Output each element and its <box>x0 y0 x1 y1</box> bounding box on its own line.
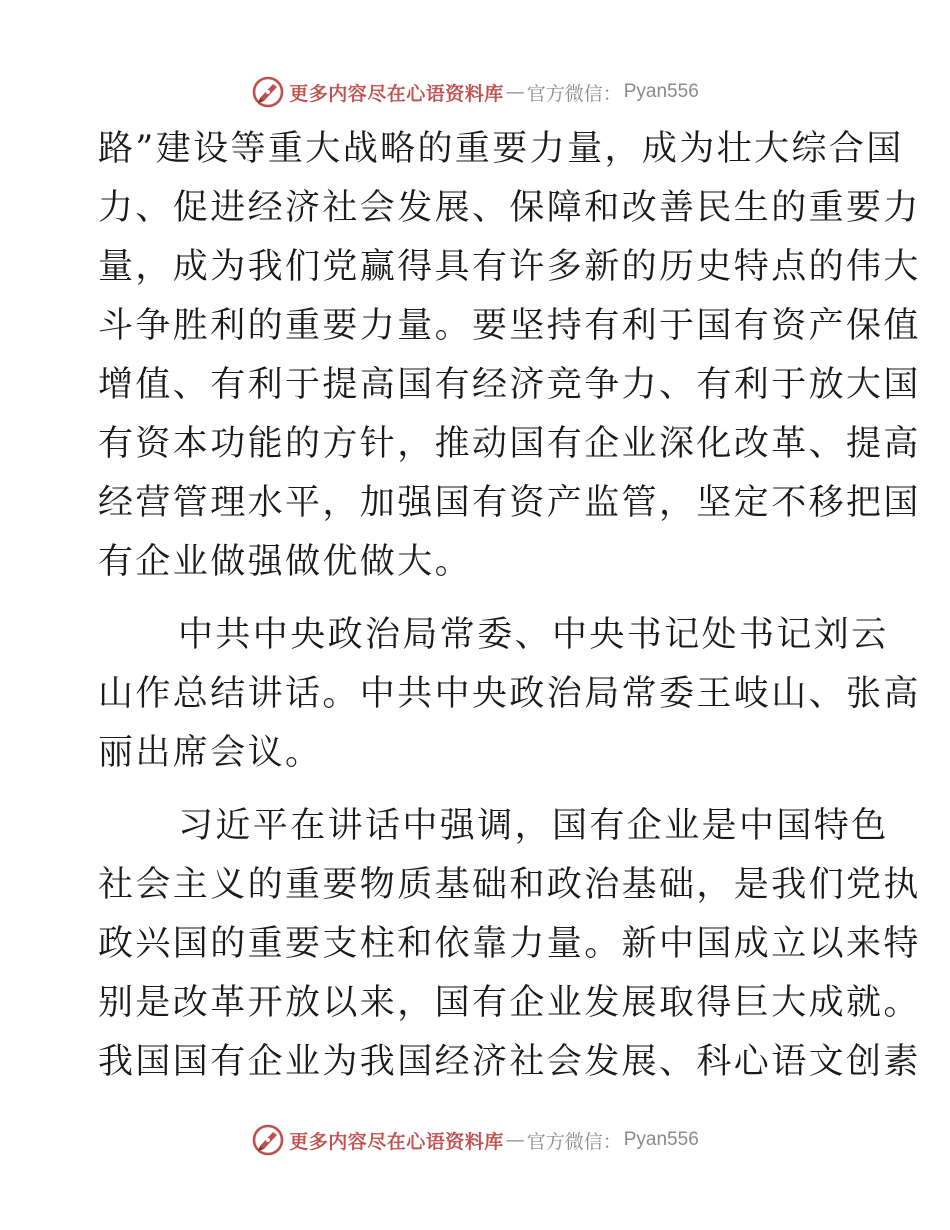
header-wechat-label: 官方微信： <box>526 82 622 105</box>
footer-banner <box>0 1120 950 1160</box>
text-line: 习近平在讲话中强调，国有企业是中国特色 <box>178 806 889 846</box>
text-line: 经营管理水平，加强国有资产监管，坚定不移把国 <box>98 483 921 523</box>
paragraph-2 <box>98 606 921 783</box>
paragraph-1 <box>98 120 921 592</box>
text-line: 路”建设等重大战略的重要力量，成为壮大综合国 <box>98 129 904 169</box>
text-line: 政兴国的重要支柱和依靠力量。新中国成立以来特 <box>98 924 921 964</box>
pen-logo-icon <box>251 75 285 109</box>
header-separator: — <box>505 81 525 103</box>
text-line: 别是改革开放以来，国有企业发展取得巨大成就。 <box>98 983 921 1023</box>
footer-wechat-handle: Pyan556 <box>623 1129 699 1150</box>
text-line: 社会主义的重要物质基础和政治基础，是我们党执 <box>98 865 921 905</box>
text-line: 力、促进经济社会发展、保障和改善民生的重要力 <box>98 188 921 228</box>
text-line: 有资本功能的方针，推动国有企业深化改革、提高 <box>98 424 921 464</box>
header-banner <box>0 72 950 112</box>
footer-brand-text: 更多内容尽在心语资料库 <box>289 1130 504 1153</box>
text-line: 中共中央政治局常委、中央书记处书记刘云 <box>178 615 889 655</box>
text-line: 我国国有企业为我国经济社会发展、科心语文创素 <box>98 1042 921 1082</box>
text-line: 丽出席会议。 <box>98 733 323 773</box>
footer-separator: — <box>505 1129 525 1151</box>
text-line: 斗争胜利的重要力量。要坚持有利于国有资产保值 <box>98 306 921 346</box>
header-brand-text: 更多内容尽在心语资料库 <box>289 82 504 105</box>
pen-logo-icon <box>251 1123 285 1157</box>
paragraph-3 <box>98 797 921 1092</box>
text-line: 量，成为我们党赢得具有许多新的历史特点的伟大 <box>98 247 921 287</box>
document-body <box>98 120 921 1092</box>
text-line: 山作总结讲话。中共中央政治局常委王岐山、张高 <box>98 674 921 714</box>
footer-wechat-label: 官方微信： <box>526 1130 622 1153</box>
text-line: 增值、有利于提高国有经济竞争力、有利于放大国 <box>98 365 921 405</box>
text-line: 有企业做强做优做大。 <box>98 542 473 582</box>
header-wechat-handle: Pyan556 <box>623 81 699 102</box>
